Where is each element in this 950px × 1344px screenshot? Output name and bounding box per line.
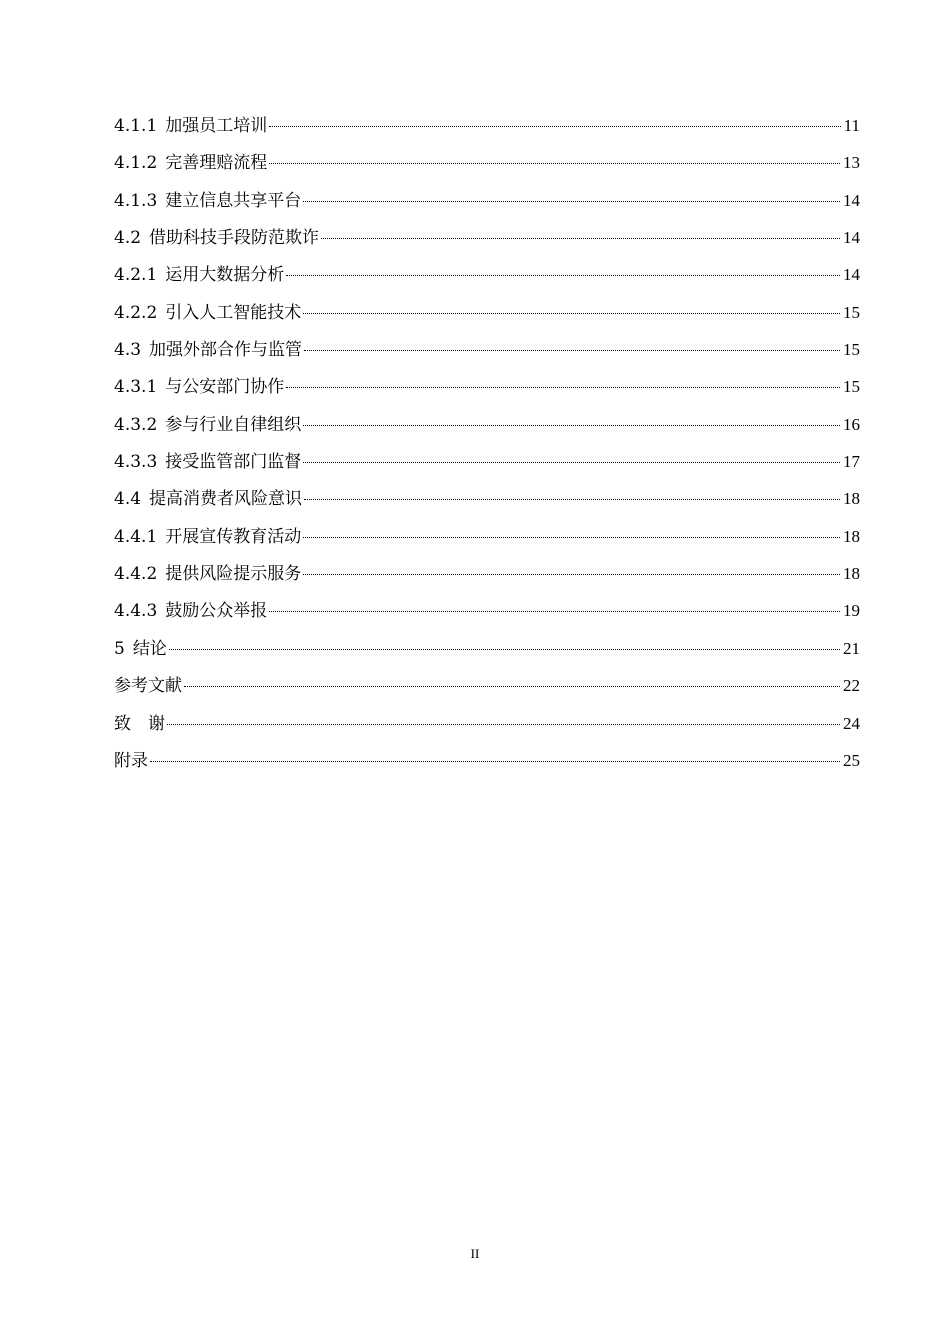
toc-entry-page: 16 [843,414,860,434]
toc-dot-leader [269,126,840,127]
toc-entry-4-3-2[interactable] [114,413,860,450]
toc-entry-page: 15 [843,340,860,360]
toc-entry-page: 15 [843,302,860,322]
toc-dot-leader [303,574,840,575]
toc-entry-number: 4.4.1 [114,526,158,547]
toc-entry-page: 18 [843,489,860,509]
toc-entry-number: 4.2.2 [114,302,158,323]
toc-entry-page: 22 [843,676,860,696]
toc-entry-title: 引入人工智能技术 [165,302,302,323]
toc-entry-page: 25 [843,750,860,770]
toc-entry-title: 提高消费者风险意识 [149,489,303,510]
toc-entry-appendix[interactable] [114,749,860,786]
toc-entry-page: 21 [843,638,860,658]
toc-entry-title: 提供风险提示服务 [165,564,302,585]
toc-entry-page: 11 [843,116,860,135]
toc-dot-leader [150,761,840,762]
toc-dot-leader [286,275,840,276]
footer-page-number: II [470,1246,480,1261]
toc-entry-4-2-2[interactable] [114,301,860,338]
toc-dot-leader [303,537,840,538]
toc-entry-title: 完善理赔流程 [165,153,268,174]
toc-entry-4-1-3[interactable] [114,189,860,226]
toc-entry-title: 鼓励公众举报 [165,601,268,622]
toc-entry-number: 4.3 [114,340,142,361]
toc-entry-page: 24 [843,713,860,733]
toc-entry-4-3-1[interactable] [114,375,860,412]
toc-entry-title: 参与行业自律组织 [165,414,302,435]
toc-entry-page: 14 [843,190,860,210]
toc-entry-page: 17 [843,452,860,472]
toc-entry-page: 19 [843,601,860,621]
toc-entry-number: 4.1.1 [114,116,158,136]
toc-dot-leader [169,649,840,650]
toc-entry-title: 与公安部门协作 [165,377,285,398]
toc-dot-leader [321,238,840,239]
toc-dot-leader [184,686,840,687]
toc-dot-leader [303,201,840,202]
toc-entry-page: 14 [843,265,860,285]
toc-dot-leader [269,163,840,164]
toc-entry-5[interactable] [114,637,860,674]
toc-entry-4-2[interactable] [114,226,860,263]
toc-entry-4-2-1[interactable] [114,263,860,300]
toc-dot-leader [269,611,840,612]
toc-dot-leader [167,724,840,725]
toc-entry-4-4-3[interactable] [114,599,860,636]
toc-entry-number: 4.1.2 [114,153,158,174]
toc-entry-title: 加强外部合作与监管 [149,340,303,361]
toc-entry-title: 参考文献 [114,676,182,697]
toc-entry-page: 18 [843,564,860,584]
toc-entry-number: 4.4 [114,489,142,510]
toc-entry-4-1-2[interactable] [114,151,860,188]
toc-entry-page: 14 [843,228,860,248]
toc-entry-title: 开展宣传教育活动 [165,526,302,547]
toc-entry-title: 运用大数据分析 [165,265,285,286]
toc-entry-4-1-1[interactable] [114,114,860,151]
toc-entry-4-4-2[interactable] [114,562,860,599]
toc-dot-leader [304,350,840,351]
toc-dot-leader [303,425,840,426]
toc-entry-number: 5 [114,638,125,659]
toc-entry-number: 4.4.2 [114,564,158,585]
toc-entry-page: 18 [843,526,860,546]
toc-entry-page: 13 [843,153,860,173]
table-of-contents [114,114,860,786]
toc-entry-page: 15 [843,377,860,397]
toc-entry-title: 致 谢 [114,713,165,734]
toc-entry-4-4[interactable] [114,487,860,524]
toc-dot-leader [286,387,840,388]
toc-entry-title: 建立信息共享平台 [165,190,302,211]
toc-dot-leader [303,313,840,314]
toc-entry-title: 附录 [114,750,148,771]
toc-entry-number: 4.4.3 [114,601,158,622]
toc-dot-leader [303,462,840,463]
toc-entry-number: 4.1.3 [114,190,158,211]
toc-entry-acknowledgements[interactable] [114,712,860,749]
toc-entry-title: 接受监管部门监督 [165,452,302,473]
toc-entry-title: 借助科技手段防范欺诈 [149,228,320,249]
toc-entry-4-4-1[interactable] [114,525,860,562]
toc-entry-4-3[interactable] [114,338,860,375]
toc-dot-leader [304,499,840,500]
toc-entry-number: 4.3.3 [114,452,158,473]
toc-entry-title: 结论 [132,638,167,659]
toc-entry-references[interactable] [114,674,860,711]
toc-entry-number: 4.2 [114,228,142,249]
toc-entry-number: 4.2.1 [114,265,158,286]
toc-entry-4-3-3[interactable] [114,450,860,487]
toc-entry-title: 加强员工培训 [165,116,268,136]
toc-entry-number: 4.3.1 [114,377,158,398]
toc-entry-number: 4.3.2 [114,414,158,435]
